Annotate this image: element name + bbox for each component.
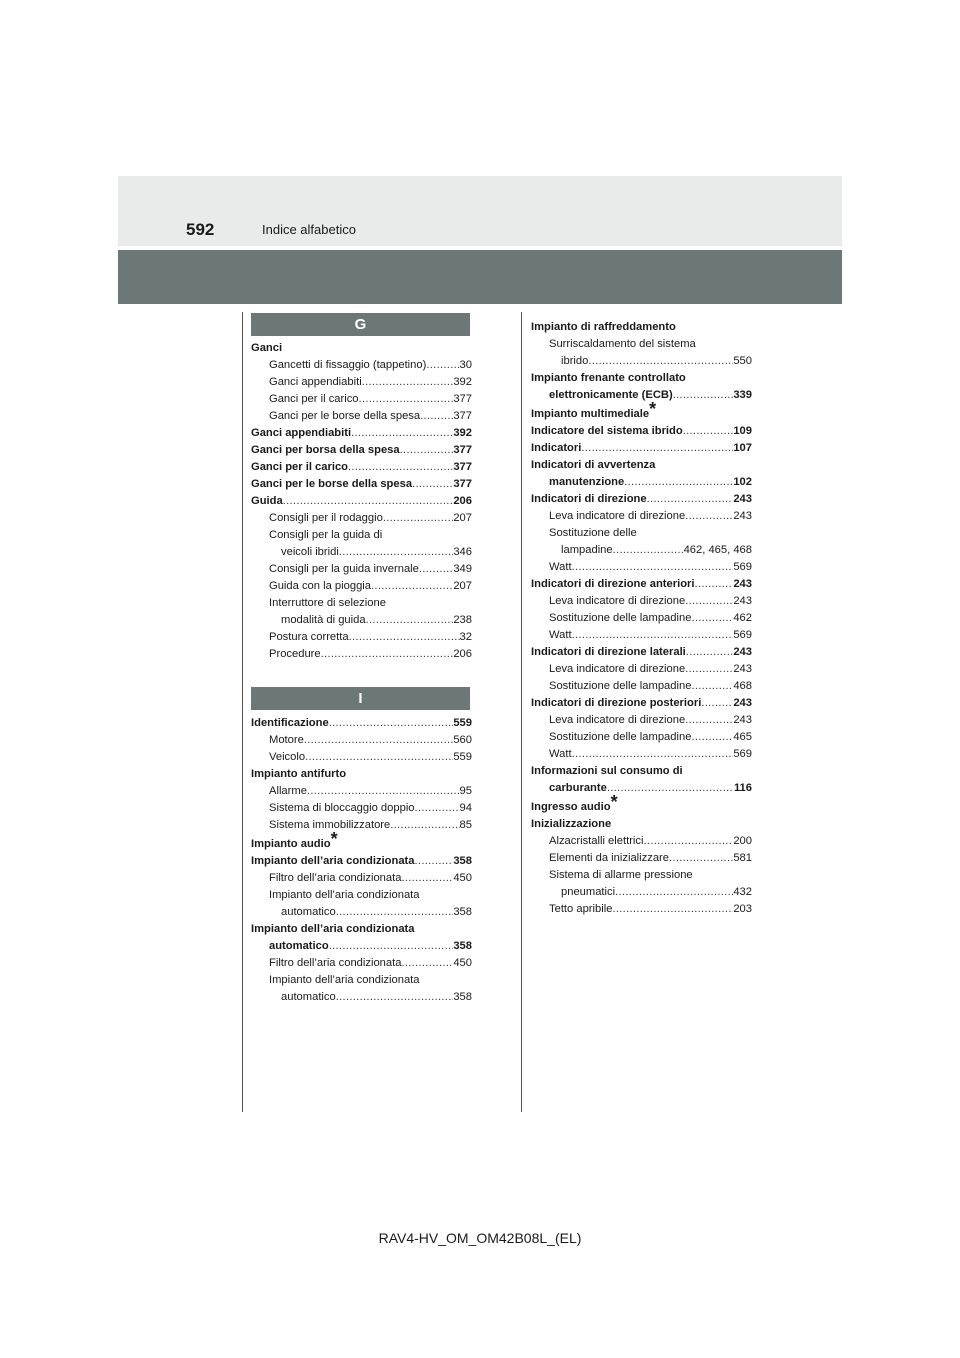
dot-leader xyxy=(349,629,460,646)
page-reference: 550 xyxy=(733,355,752,367)
index-term: Indicatori di direzione anteriori xyxy=(531,578,695,590)
index-main-entry-continued xyxy=(531,387,752,404)
page-reference: 569 xyxy=(733,629,752,641)
footnote-asterisk: * xyxy=(649,399,657,419)
dot-leader xyxy=(669,850,733,867)
dot-leader xyxy=(683,423,734,440)
dot-leader xyxy=(612,901,733,918)
index-sub-entry xyxy=(251,408,472,425)
index-heading xyxy=(531,319,752,336)
index-sub-entry-continued xyxy=(251,544,472,561)
page-reference: 339 xyxy=(733,389,752,401)
index-column-1 xyxy=(251,313,472,1006)
index-sub-entry xyxy=(531,850,752,867)
index-term: Ganci appendiabiti xyxy=(251,427,352,439)
index-term: automatico xyxy=(269,940,329,952)
index-sub-entry xyxy=(251,629,472,646)
index-term: Elementi da inizializzare xyxy=(549,852,670,864)
index-term: elettronicamente (ECB) xyxy=(549,389,673,401)
index-main-entry-continued xyxy=(531,474,752,491)
index-term: Veicolo xyxy=(269,751,306,763)
page-reference: 559 xyxy=(453,717,472,729)
index-term: Ganci per il carico xyxy=(269,393,359,405)
index-sub-entry xyxy=(531,833,752,850)
header-bar xyxy=(118,250,842,304)
index-term: Inizializzazione xyxy=(531,818,612,830)
index-term: Watt xyxy=(549,561,572,573)
index-main-entry xyxy=(531,576,752,593)
dot-leader xyxy=(420,408,453,425)
dot-leader xyxy=(572,627,734,644)
page-reference: 243 xyxy=(733,578,752,590)
page-header xyxy=(118,176,842,304)
page-reference: 243 xyxy=(733,510,752,522)
dot-leader xyxy=(695,576,734,593)
index-term: Motore xyxy=(269,734,304,746)
index-term: Indicatori di avvertenza xyxy=(531,459,656,471)
dot-leader xyxy=(336,904,454,921)
page-reference: 102 xyxy=(733,476,752,488)
index-sub-entry-continued xyxy=(251,989,472,1006)
page-reference: 203 xyxy=(733,903,752,915)
page-reference: 377 xyxy=(453,478,472,490)
index-term: lampadine xyxy=(561,544,613,556)
dot-leader xyxy=(686,644,734,661)
index-heading xyxy=(251,921,472,938)
dot-leader xyxy=(383,510,454,527)
index-subheading xyxy=(251,527,472,544)
index-heading xyxy=(531,370,752,387)
page-reference: 569 xyxy=(733,561,752,573)
index-heading xyxy=(531,816,752,833)
dot-leader xyxy=(401,870,453,887)
page-reference: 392 xyxy=(453,427,472,439)
index-term: ibrido xyxy=(561,355,589,367)
index-sub-entry-continued xyxy=(251,904,472,921)
index-term: Leva indicatore di direzione xyxy=(549,714,686,726)
index-term: Impianto antifurto xyxy=(251,768,347,780)
index-list-g xyxy=(251,340,472,663)
dot-leader xyxy=(400,442,454,459)
index-term: Allarme xyxy=(269,785,307,797)
index-term: Procedure xyxy=(269,648,321,660)
index-term: Sistema di bloccaggio doppio xyxy=(269,802,415,814)
index-subheading xyxy=(251,972,472,989)
index-term: Sistema di allarme pressione xyxy=(549,869,693,881)
document-code: RAV4-HV_OM_OM42B08L_(EL) xyxy=(378,1230,582,1246)
page-reference: 462, 465, 468 xyxy=(683,544,752,556)
index-heading xyxy=(531,792,752,816)
page-reference: 581 xyxy=(733,852,752,864)
index-term: Informazioni sul consumo di xyxy=(531,765,683,777)
index-sub-entry-continued xyxy=(531,353,752,370)
index-subheading xyxy=(531,867,752,884)
page-reference: 358 xyxy=(453,991,472,1003)
dot-leader xyxy=(371,578,453,595)
index-sub-entry xyxy=(531,593,752,610)
index-term: Ganci per le borse della spesa xyxy=(269,410,421,422)
index-term: Sostituzione delle lampadine xyxy=(549,731,692,743)
dot-leader xyxy=(426,357,459,374)
dot-leader xyxy=(304,732,454,749)
page-reference: 95 xyxy=(459,785,472,797)
index-sub-entry xyxy=(531,712,752,729)
index-term: Watt xyxy=(549,748,572,760)
page-reference: 206 xyxy=(453,495,472,507)
index-sub-entry xyxy=(251,783,472,800)
index-sub-entry xyxy=(251,357,472,374)
dot-leader xyxy=(351,425,453,442)
dot-leader xyxy=(701,695,733,712)
dot-leader xyxy=(685,661,733,678)
dot-leader xyxy=(691,610,733,627)
index-subheading xyxy=(251,595,472,612)
dot-leader xyxy=(572,746,734,763)
page-reference: 107 xyxy=(733,442,752,454)
index-term: Ingresso audio xyxy=(531,801,611,813)
index-term: Consigli per la guida invernale xyxy=(269,563,419,575)
page-reference: 377 xyxy=(453,444,472,456)
index-sub-entry xyxy=(531,559,752,576)
index-sub-entry xyxy=(251,374,472,391)
dot-leader xyxy=(581,440,733,457)
index-main-entry xyxy=(251,442,472,459)
index-sub-entry xyxy=(251,870,472,887)
dot-leader xyxy=(607,780,734,797)
index-main-entry xyxy=(531,440,752,457)
index-term: Identificazione xyxy=(251,717,329,729)
index-term: Leva indicatore di direzione xyxy=(549,595,686,607)
index-sub-entry xyxy=(531,661,752,678)
index-subheading xyxy=(251,887,472,904)
dot-leader xyxy=(685,593,733,610)
index-sub-entry xyxy=(531,746,752,763)
index-term: Impianto di raffreddamento xyxy=(531,321,676,333)
index-term: Alzacristalli elettrici xyxy=(549,835,644,847)
page-reference: 349 xyxy=(453,563,472,575)
page-reference: 30 xyxy=(459,359,472,371)
index-term: Ganci per borsa della spesa xyxy=(251,444,400,456)
dot-leader xyxy=(362,374,454,391)
index-main-entry-continued xyxy=(531,780,752,797)
index-term: Impianto dell’aria condizionata xyxy=(251,923,415,935)
dot-leader xyxy=(644,833,734,850)
index-sub-entry xyxy=(251,817,472,834)
index-main-entry xyxy=(531,423,752,440)
footnote-asterisk: * xyxy=(330,829,338,849)
index-term: Tetto apribile xyxy=(549,903,613,915)
index-sub-entry xyxy=(251,646,472,663)
index-term: Filtro dell’aria condizionata xyxy=(269,872,402,884)
index-term: veicoli ibridi xyxy=(281,546,339,558)
index-term: Impianto audio xyxy=(251,838,331,850)
index-main-entry xyxy=(251,715,472,732)
index-term: Surriscaldamento del sistema xyxy=(549,338,696,350)
page-reference: 238 xyxy=(453,614,472,626)
index-column-2 xyxy=(531,319,752,918)
page-reference: 243 xyxy=(733,714,752,726)
index-sub-entry xyxy=(251,510,472,527)
dot-leader xyxy=(366,612,454,629)
index-term: Sostituzione delle lampadine xyxy=(549,680,692,692)
page-reference: 243 xyxy=(733,493,752,505)
dot-leader xyxy=(615,884,733,901)
page-reference: 109 xyxy=(733,425,752,437)
letter-heading-g: G xyxy=(251,313,470,336)
page-reference: 85 xyxy=(459,819,472,831)
page-reference: 569 xyxy=(733,748,752,760)
index-term: Ganci xyxy=(251,342,283,354)
index-term: Watt xyxy=(549,629,572,641)
page-reference: 450 xyxy=(453,872,472,884)
index-sub-entry xyxy=(251,800,472,817)
index-term: Guida xyxy=(251,495,283,507)
dot-leader xyxy=(339,544,454,561)
index-sub-entry-continued xyxy=(531,542,752,559)
dot-leader xyxy=(685,712,733,729)
section-title: Indice alfabetico xyxy=(262,222,356,237)
dot-leader xyxy=(685,508,733,525)
page-reference: 358 xyxy=(453,855,472,867)
dot-leader xyxy=(613,542,684,559)
index-term: manutenzione xyxy=(549,476,625,488)
page-reference: 468 xyxy=(733,680,752,692)
page-reference: 465 xyxy=(733,731,752,743)
index-main-entry xyxy=(251,476,472,493)
header-band xyxy=(118,176,842,246)
index-sub-entry-continued xyxy=(531,884,752,901)
page-reference: 200 xyxy=(733,835,752,847)
index-heading xyxy=(251,340,472,357)
index-term: Leva indicatore di direzione xyxy=(549,663,686,675)
index-term: pneumatici xyxy=(561,886,616,898)
dot-leader xyxy=(329,715,454,732)
index-term: Indicatori di direzione laterali xyxy=(531,646,686,658)
index-main-entry-continued xyxy=(251,938,472,955)
index-main-entry xyxy=(251,425,472,442)
index-heading xyxy=(531,399,752,423)
page-reference: 116 xyxy=(733,782,752,794)
index-term: Consigli per la guida di xyxy=(269,529,383,541)
index-sub-entry xyxy=(531,508,752,525)
page-reference: 432 xyxy=(733,886,752,898)
page-number: 592 xyxy=(186,220,215,239)
index-sub-entry xyxy=(251,749,472,766)
index-term: Sostituzione delle xyxy=(549,527,637,539)
index-term: automatico xyxy=(281,906,336,918)
page-reference: 559 xyxy=(453,751,472,763)
index-term: modalità di guida xyxy=(281,614,366,626)
page-reference: 243 xyxy=(733,595,752,607)
dot-leader xyxy=(348,459,453,476)
dot-leader xyxy=(647,491,734,508)
page-reference: 207 xyxy=(453,512,472,524)
index-term: Ganci appendiabiti xyxy=(269,376,362,388)
index-sub-entry xyxy=(531,627,752,644)
index-term: Impianto multimediale xyxy=(531,408,650,420)
page-reference: 243 xyxy=(733,646,752,658)
index-sub-entry xyxy=(251,391,472,408)
index-term: automatico xyxy=(281,991,336,1003)
dot-leader xyxy=(624,474,733,491)
index-list-i xyxy=(251,715,472,1006)
dot-leader xyxy=(415,853,454,870)
column-rule-left xyxy=(242,312,243,1112)
index-term: Indicatori di direzione xyxy=(531,493,647,505)
index-main-entry xyxy=(531,695,752,712)
dot-leader xyxy=(673,387,734,404)
dot-leader xyxy=(307,783,460,800)
index-term: Sistema immobilizzatore xyxy=(269,819,391,831)
index-main-entry xyxy=(251,459,472,476)
page-reference: 358 xyxy=(453,906,472,918)
index-sub-entry xyxy=(531,901,752,918)
dot-leader xyxy=(336,989,454,1006)
index-heading xyxy=(531,457,752,474)
index-sub-entry xyxy=(251,955,472,972)
dot-leader xyxy=(419,561,453,578)
index-term: Impianto dell’aria condizionata xyxy=(269,974,420,986)
index-term: Sostituzione delle lampadine xyxy=(549,612,692,624)
index-sub-entry xyxy=(531,610,752,627)
page-reference: 450 xyxy=(453,957,472,969)
page-reference: 207 xyxy=(453,580,472,592)
dot-leader xyxy=(305,749,453,766)
index-sub-entry xyxy=(531,729,752,746)
dot-leader xyxy=(329,938,454,955)
index-term: Ganci per le borse della spesa xyxy=(251,478,413,490)
page-reference: 346 xyxy=(453,546,472,558)
index-sub-entry xyxy=(251,578,472,595)
dot-leader xyxy=(390,817,459,834)
index-heading xyxy=(251,829,472,853)
page-reference: 32 xyxy=(459,631,472,643)
index-term: Indicatori xyxy=(531,442,582,454)
page-reference: 462 xyxy=(733,612,752,624)
index-subheading xyxy=(531,525,752,542)
page-reference: 243 xyxy=(733,697,752,709)
dot-leader xyxy=(691,678,733,695)
dot-leader xyxy=(283,493,454,510)
index-term: carburante xyxy=(549,782,607,794)
index-main-entry xyxy=(251,493,472,510)
dot-leader xyxy=(401,955,453,972)
page-reference: 243 xyxy=(733,663,752,675)
index-term: Impianto frenante controllato xyxy=(531,372,686,384)
page-reference: 358 xyxy=(453,940,472,952)
dot-leader xyxy=(691,729,733,746)
page-reference: 377 xyxy=(453,461,472,473)
page-reference: 94 xyxy=(459,802,472,814)
footnote-asterisk: * xyxy=(610,792,618,812)
index-sub-entry xyxy=(251,732,472,749)
index-subheading xyxy=(531,336,752,353)
letter-heading-i: I xyxy=(251,687,470,710)
column-rule-right xyxy=(521,312,522,1112)
dot-leader xyxy=(415,800,460,817)
page-reference: 560 xyxy=(453,734,472,746)
index-term: Guida con la pioggia xyxy=(269,580,372,592)
index-heading xyxy=(531,763,752,780)
dot-leader xyxy=(412,476,453,493)
index-term: Impianto dell’aria condizionata xyxy=(251,855,415,867)
index-heading xyxy=(251,766,472,783)
page-reference: 206 xyxy=(453,648,472,660)
dot-leader xyxy=(321,646,454,663)
index-term: Impianto dell’aria condizionata xyxy=(269,889,420,901)
index-term: Interruttore di selezione xyxy=(269,597,386,609)
dot-leader xyxy=(359,391,454,408)
index-term: Indicatore del sistema ibrido xyxy=(531,425,683,437)
dot-leader xyxy=(572,559,734,576)
index-term: Leva indicatore di direzione xyxy=(549,510,686,522)
index-term: Consigli per il rodaggio xyxy=(269,512,383,524)
index-term: Postura corretta xyxy=(269,631,349,643)
index-sub-entry-continued xyxy=(251,612,472,629)
index-sub-entry xyxy=(531,678,752,695)
index-sub-entry xyxy=(251,561,472,578)
index-term: Gancetti di fissaggio (tappetino) xyxy=(269,359,427,371)
index-main-entry xyxy=(251,853,472,870)
index-main-entry xyxy=(531,644,752,661)
page-reference: 377 xyxy=(453,393,472,405)
dot-leader xyxy=(588,353,733,370)
index-list-continued xyxy=(531,319,752,918)
index-main-entry xyxy=(531,491,752,508)
index-term: Indicatori di direzione posteriori xyxy=(531,697,702,709)
page-reference: 392 xyxy=(453,376,472,388)
index-term: Filtro dell’aria condizionata xyxy=(269,957,402,969)
index-term: Ganci per il carico xyxy=(251,461,349,473)
page-reference: 377 xyxy=(453,410,472,422)
